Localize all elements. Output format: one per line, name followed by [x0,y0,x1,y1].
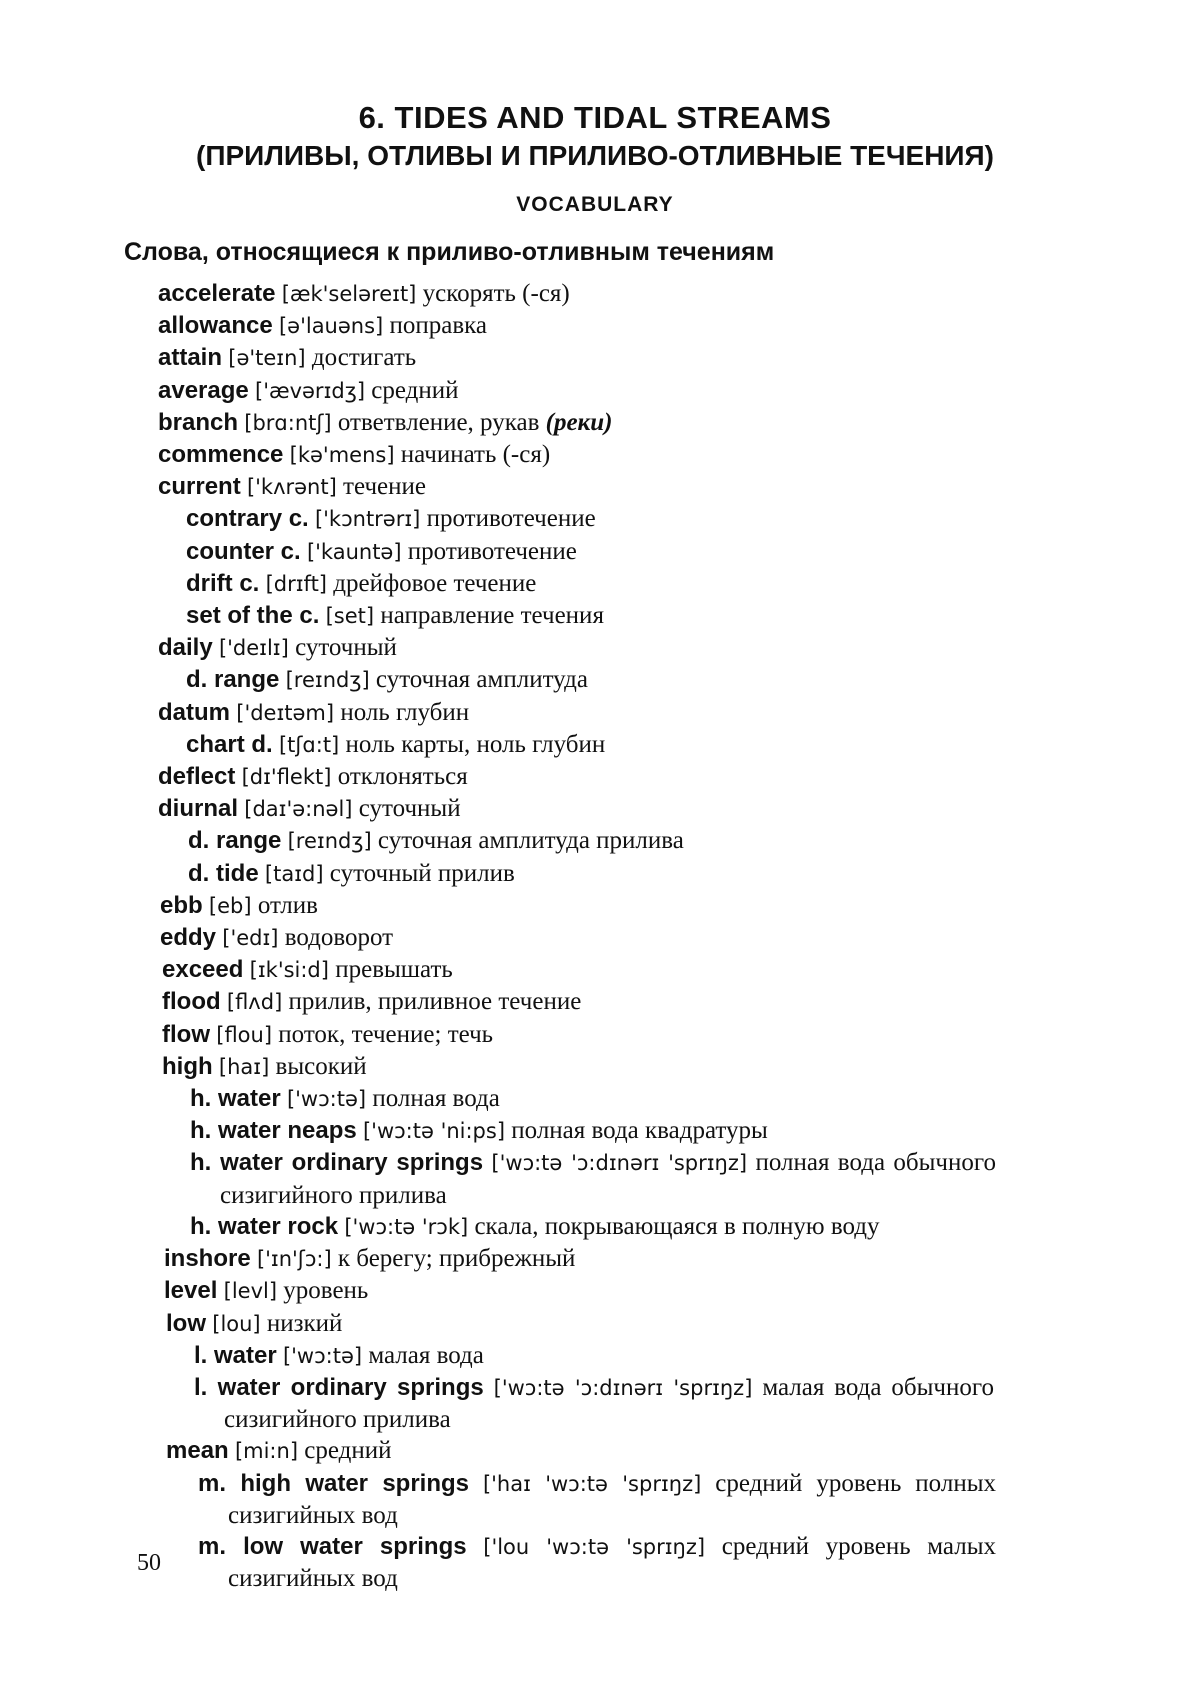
entry-headword: set of the c. [186,602,320,630]
entry-meaning: поправка [389,312,488,340]
vocab-entry [158,793,1190,825]
entry-headword: commence [158,441,284,469]
entry-transcription: ['deɪlɪ] [218,636,289,661]
entry-meaning: ноль глубин [340,698,470,726]
entry-headword: allowance [158,312,273,340]
vocab-entry [186,729,1190,761]
entry-transcription: ['kʌrənt] [246,475,337,500]
vocab-entry [158,375,1190,407]
entry-note: (реки) [545,408,613,436]
entry-transcription: [dɪ'flekt] [241,765,332,790]
entry-transcription: [ə'teɪn] [228,346,306,371]
entry-transcription: ['lou 'wɔ:tə 'sprɪŋz] [483,1534,706,1559]
entry-headword: h. water ordinary springs [190,1149,484,1177]
entry-transcription: ['edɪ] [222,926,279,951]
entry-transcription: [reɪndʒ] [287,829,372,854]
entry-headword: ebb [160,891,203,919]
entry-meaning: полная вода [372,1085,500,1113]
entry-headword: l. water [194,1341,277,1369]
entry-meaning: прилив, приливное течение [288,988,582,1016]
entry-headword: accelerate [158,280,276,307]
entry-meaning: ускорять (-ся) [422,280,570,307]
entry-headword: branch [158,408,239,436]
entry-meaning: ответвление, рукав [337,408,540,436]
vocab-entry [194,1372,995,1435]
vocab-entry [162,986,1190,1018]
entry-meaning: малая вода обычного сизигийного прилива [224,1373,995,1434]
entry-meaning: начинать (-ся) [400,441,551,469]
entry-meaning: скала, покрывающаяся в полную воду [474,1212,880,1240]
entry-transcription: [set] [325,604,375,629]
vocab-entry [198,1468,996,1531]
entry-headword: average [158,376,249,404]
entry-headword: high [162,1052,213,1080]
entry-meaning: водоворот [284,924,394,952]
vocab-entry [186,568,1190,600]
entry-meaning: отклоняться [337,763,468,791]
vocab-entry [162,1019,1190,1051]
entry-transcription: [eb] [208,893,252,918]
entry-headword: h. water neaps [190,1117,357,1145]
vocab-entry [186,600,1190,632]
entry-headword: inshore [164,1245,251,1273]
entry-headword: m. low water springs [198,1532,467,1560]
entry-headword: contrary c. [186,505,309,533]
entry-headword: eddy [160,924,217,952]
vocab-entry [158,342,1190,374]
entry-headword: level [164,1277,218,1305]
entry-transcription: [brɑ:ntʃ] [244,410,332,435]
chapter-subtitle-ru: (ПРИЛИВЫ, ОТЛИВЫ И ПРИЛИВО-ОТЛИВНЫЕ ТЕЧЕНИЯ) [196,140,994,171]
vocab-entry [158,278,1190,310]
entry-headword: current [158,473,241,501]
entry-meaning: средний уровень полных сизигийных вод [228,1469,996,1529]
vocab-entry [158,471,1190,503]
vocabulary-heading: VOCABULARY [516,193,674,216]
entry-meaning: дрейфовое течение [333,569,537,597]
entry-headword: low [166,1309,206,1337]
vocab-entry [186,536,1190,568]
entry-headword: drift c. [186,569,260,597]
entry-headword: m. high water springs [198,1469,470,1497]
vocab-entry [158,439,1190,471]
vocab-entry [194,1340,1190,1372]
section-title: Слова, относящиеся к приливо-отливным течениям [124,238,775,266]
entry-transcription: ['wɔ:tə 'ɔ:dɪnərɪ 'sprɪŋz] [491,1151,748,1176]
entry-headword: chart d. [186,730,273,758]
vocab-entry [188,825,1190,857]
entry-transcription: [daɪ'ə:nəl] [244,797,353,822]
vocab-entry [166,1308,1190,1340]
entry-meaning: превышать [335,956,453,984]
chapter-title: 6. TIDES AND TIDAL STREAMS [358,100,832,135]
entry-transcription: ['wɔ:tə] [286,1087,367,1112]
vocab-entry [162,954,1190,986]
entry-meaning: средний уровень малых сизигийных вод [228,1532,997,1593]
entry-meaning: средний [304,1437,392,1465]
entry-transcription: ['ævərɪdʒ] [255,378,366,403]
entry-headword: d. range [186,666,280,694]
entry-headword: attain [158,344,223,372]
entry-meaning: полная вода обычного сизигийного прилива [220,1149,996,1209]
entry-headword: d. range [188,827,282,855]
entry-meaning: поток, течение; течь [278,1020,494,1048]
entry-meaning: уровень [283,1277,369,1305]
entry-transcription: [drɪft] [265,571,328,596]
entry-transcription: ['haɪ 'wɔ:tə 'sprɪŋz] [482,1471,702,1496]
entry-meaning: средний [371,376,459,404]
vocab-entry [160,922,1190,954]
entry-headword: deflect [158,763,236,791]
entry-headword: l. water ordinary springs [194,1373,484,1401]
entry-headword: d. tide [188,859,259,887]
entry-transcription: [reɪndʒ] [285,668,370,693]
entry-transcription: [lou] [212,1311,261,1336]
entry-meaning: полная вода квадратуры [511,1117,768,1145]
vocab-entry [198,1531,997,1594]
entry-transcription: ['wɔ:tə 'ni:ps] [362,1119,506,1144]
entry-meaning: течение [343,473,426,501]
vocab-entry [166,1435,1190,1467]
entry-transcription: ['deɪtəm] [236,700,335,725]
entry-meaning: низкий [266,1309,343,1337]
entry-transcription: [ɪk'si:d] [249,958,329,983]
entry-headword: diurnal [158,795,239,823]
entry-headword: exceed [162,956,244,984]
entry-transcription: ['wɔ:tə 'rɔk] [344,1214,469,1239]
entry-transcription: ['ɪn'ʃɔ:] [256,1247,332,1272]
entry-meaning: ноль карты, ноль глубин [345,730,606,758]
entry-transcription: ['kauntə] [306,539,402,564]
vocab-entry [162,1051,1190,1083]
entry-meaning: суточный [295,634,397,662]
vocab-entry [190,1147,996,1210]
vocab-entry [158,761,1190,793]
vocab-entry [158,697,1190,729]
entry-transcription: [flou] [216,1022,273,1047]
entry-transcription: ['wɔ:tə] [282,1343,363,1368]
entry-meaning: отлив [257,891,318,919]
entry-meaning: суточный [358,795,461,823]
entry-meaning: к берегу; прибрежный [337,1245,576,1273]
vocab-entry [186,664,1190,696]
entry-meaning: суточная амплитуда [375,666,588,694]
entry-meaning: противотечение [426,505,596,533]
entry-meaning: суточный прилив [329,859,515,887]
entry-meaning: суточная амплитуда прилива [377,827,684,855]
entry-transcription: [taɪd] [264,861,324,886]
entry-transcription: [mi:n] [234,1439,299,1464]
vocab-entry [190,1115,1190,1147]
entry-transcription: [haɪ] [218,1054,270,1079]
vocab-entry [158,632,1190,664]
entry-headword: counter c. [186,537,301,565]
vocab-entry [160,890,1190,922]
entry-transcription: [ə'lauəns] [278,314,384,339]
entry-meaning: направление течения [380,602,604,630]
entry-headword: daily [158,634,213,662]
vocab-entry [186,503,1190,535]
entry-transcription: [levl] [223,1279,278,1304]
vocab-entry [190,1211,1190,1243]
vocab-entry [164,1275,1190,1307]
entry-meaning: достигать [311,344,417,372]
entry-transcription: [kə'mens] [289,443,395,468]
entry-headword: flood [162,988,221,1016]
entry-headword: flow [162,1020,210,1048]
entry-headword: datum [158,698,230,726]
entry-transcription: ['kɔntrərɪ] [314,507,421,532]
entry-transcription: [tʃɑ:t] [278,732,340,757]
entry-transcription: [æk'seləreɪt] [281,282,417,306]
entry-headword: h. water [190,1085,281,1113]
entry-meaning: малая вода [368,1341,484,1369]
page-number: 50 [137,1550,161,1576]
entry-headword: mean [166,1437,229,1465]
vocab-entry [190,1083,1190,1115]
vocab-entry [158,407,1190,439]
vocab-entry [164,1243,1190,1275]
entry-meaning: противотечение [407,537,577,565]
vocab-entry [188,858,1190,890]
entry-headword: h. water rock [190,1212,339,1240]
entry-transcription: [flʌd] [226,990,283,1015]
entry-meaning: высокий [275,1052,367,1080]
vocabulary-list [0,278,1190,1594]
vocab-entry [158,310,1190,342]
entry-transcription: ['wɔ:tə 'ɔ:dɪnərɪ 'sprɪŋz] [493,1375,753,1400]
